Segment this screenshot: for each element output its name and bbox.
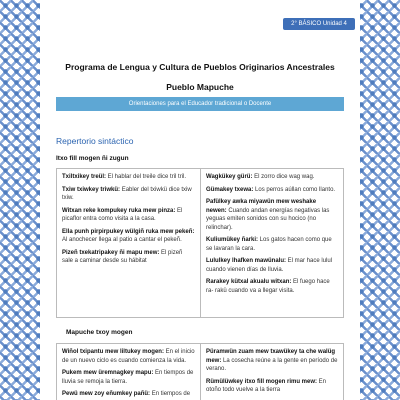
phrase-entry: Ella punh pirpirpukey wülgiñ ruka mew pekeñ: Al anochecer llega al patio a cantar el pekeñ. bbox=[62, 228, 195, 243]
phrase-entry: Wiñol txipantu mew liltukey mogen: En el inicio de un nuevo ciclo es cuando comienza la vida. bbox=[62, 349, 195, 364]
repertorio-left-column bbox=[57, 169, 200, 317]
mapuche-left-column bbox=[57, 344, 200, 400]
mapuche-right-column bbox=[200, 344, 343, 400]
phrase-entry: Gümakey txewa: Los perros aúllan como llanto. bbox=[206, 186, 336, 193]
page-title: Programa de Lengua y Cultura de Pueblos Originarios Ancestrales bbox=[65, 62, 335, 72]
phrase-entry: Wagkükey gürü: El zorro dice wag wag. bbox=[206, 174, 315, 180]
repertorio-card bbox=[56, 168, 344, 318]
phrase-entry: Witxan reke kompukey ruka mew pinza: El picaflor entra como visita a la casa. bbox=[62, 207, 183, 222]
repertorio-right-column bbox=[200, 169, 343, 317]
phrase-entry: Pukem mew üremnagkey mapu: En tiempos de lluvia se remoja la tierra. bbox=[62, 370, 194, 385]
decorative-border-left bbox=[0, 0, 44, 400]
decorative-border-right bbox=[356, 0, 400, 400]
page-subtitle: Pueblo Mapuche bbox=[166, 82, 234, 92]
section-banner: Orientaciones para el Educador tradicional o Docente bbox=[56, 97, 344, 111]
repertorio-subheading: Itxo fill mogen ñi zugun bbox=[56, 155, 129, 162]
mapuche-card bbox=[56, 343, 344, 400]
section-heading: Repertorio sintáctico bbox=[56, 136, 134, 146]
phrase-entry: Txiw txiwkey triwkü: Eabler del txiwkü dice txiw txiw. bbox=[62, 186, 192, 201]
phrase-entry: Lululkey lhafken mawünalu: El mar hace lulul cuando vienen días de lluvia. bbox=[206, 258, 333, 273]
phrase-entry: Pizeñ txekatripakey ñi mapu mew: El pizeñ sale a caminar desde su hábitat bbox=[62, 249, 183, 264]
phrase-entry: Rümülüwkey itxo fill mogen rimu mew: En otoño todo vuelve a la tierra bbox=[206, 378, 327, 393]
phrase-entry: Püramwün zuam mew txawükey ta che walüg mew: La cosecha reúne a la gente en período de verano. bbox=[206, 349, 338, 372]
phrase-entry: Pafülkey awka miyawün mew weshake newen: Cuando andan energías negativas las yeguas emiten sonidos con su hocico (no relinchar). bbox=[206, 199, 330, 231]
phrase-entry: Txiltxikey treül: El hablar del treile dice tril tril. bbox=[62, 174, 187, 180]
mapuche-subheading: Mapuche txoy mogen bbox=[66, 329, 133, 336]
grade-unit-badge: 2° BÁSICO Unidad 4 bbox=[283, 18, 355, 30]
phrase-entry: Kuliumükey ñarki: Los gatos hacen como que se lavaran la cara. bbox=[206, 237, 332, 252]
phrase-entry: Pewü mew zoy eñumkey pañü: En tiempos de bbox=[62, 391, 191, 397]
phrase-entry: Rarakey kütxal akualu witxan: El fuego hace ra- rakü cuando va a llegar visita. bbox=[206, 279, 330, 294]
